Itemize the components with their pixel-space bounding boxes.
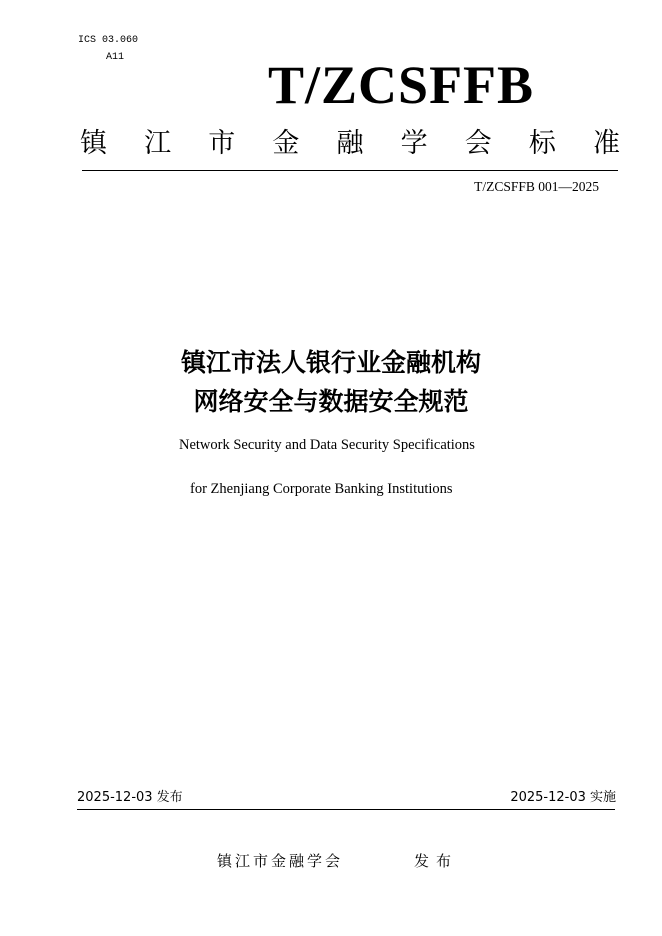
issue-label: 发布 [414, 852, 459, 870]
ccs-code: A11 [106, 52, 125, 63]
org-char: 学 [400, 128, 428, 159]
organization-standard-name [80, 126, 620, 162]
issuer-name: 镇江市金融学会 [217, 852, 344, 870]
org-char: 金 [272, 128, 300, 159]
standard-code-heading: T/ZCSFFB [268, 55, 535, 115]
title-en-line2: for Zhenjiang Corporate Banking Institutions [190, 481, 453, 497]
org-char: 市 [208, 128, 236, 159]
standard-number: T/ZCSFFB 001—2025 [474, 179, 599, 194]
ics-code: ICS 03.060 [78, 35, 139, 46]
org-char: 会 [464, 128, 492, 159]
title-en-line1: Network Security and Data Security Specifications [179, 437, 475, 453]
publish-date: 2025-12-03 发布 [77, 790, 183, 805]
org-char: 融 [336, 128, 364, 159]
title-zh-line2: 网络安全与数据安全规范 [193, 387, 469, 416]
footer-divider [77, 809, 615, 810]
title-zh-line1: 镇江市法人银行业金融机构 [180, 348, 481, 377]
org-char: 标 [528, 128, 556, 159]
org-char: 准 [593, 128, 620, 159]
header-divider [82, 170, 618, 171]
org-char: 江 [144, 128, 172, 159]
implement-date: 2025-12-03 实施 [510, 790, 616, 805]
org-char: 镇 [80, 128, 107, 159]
